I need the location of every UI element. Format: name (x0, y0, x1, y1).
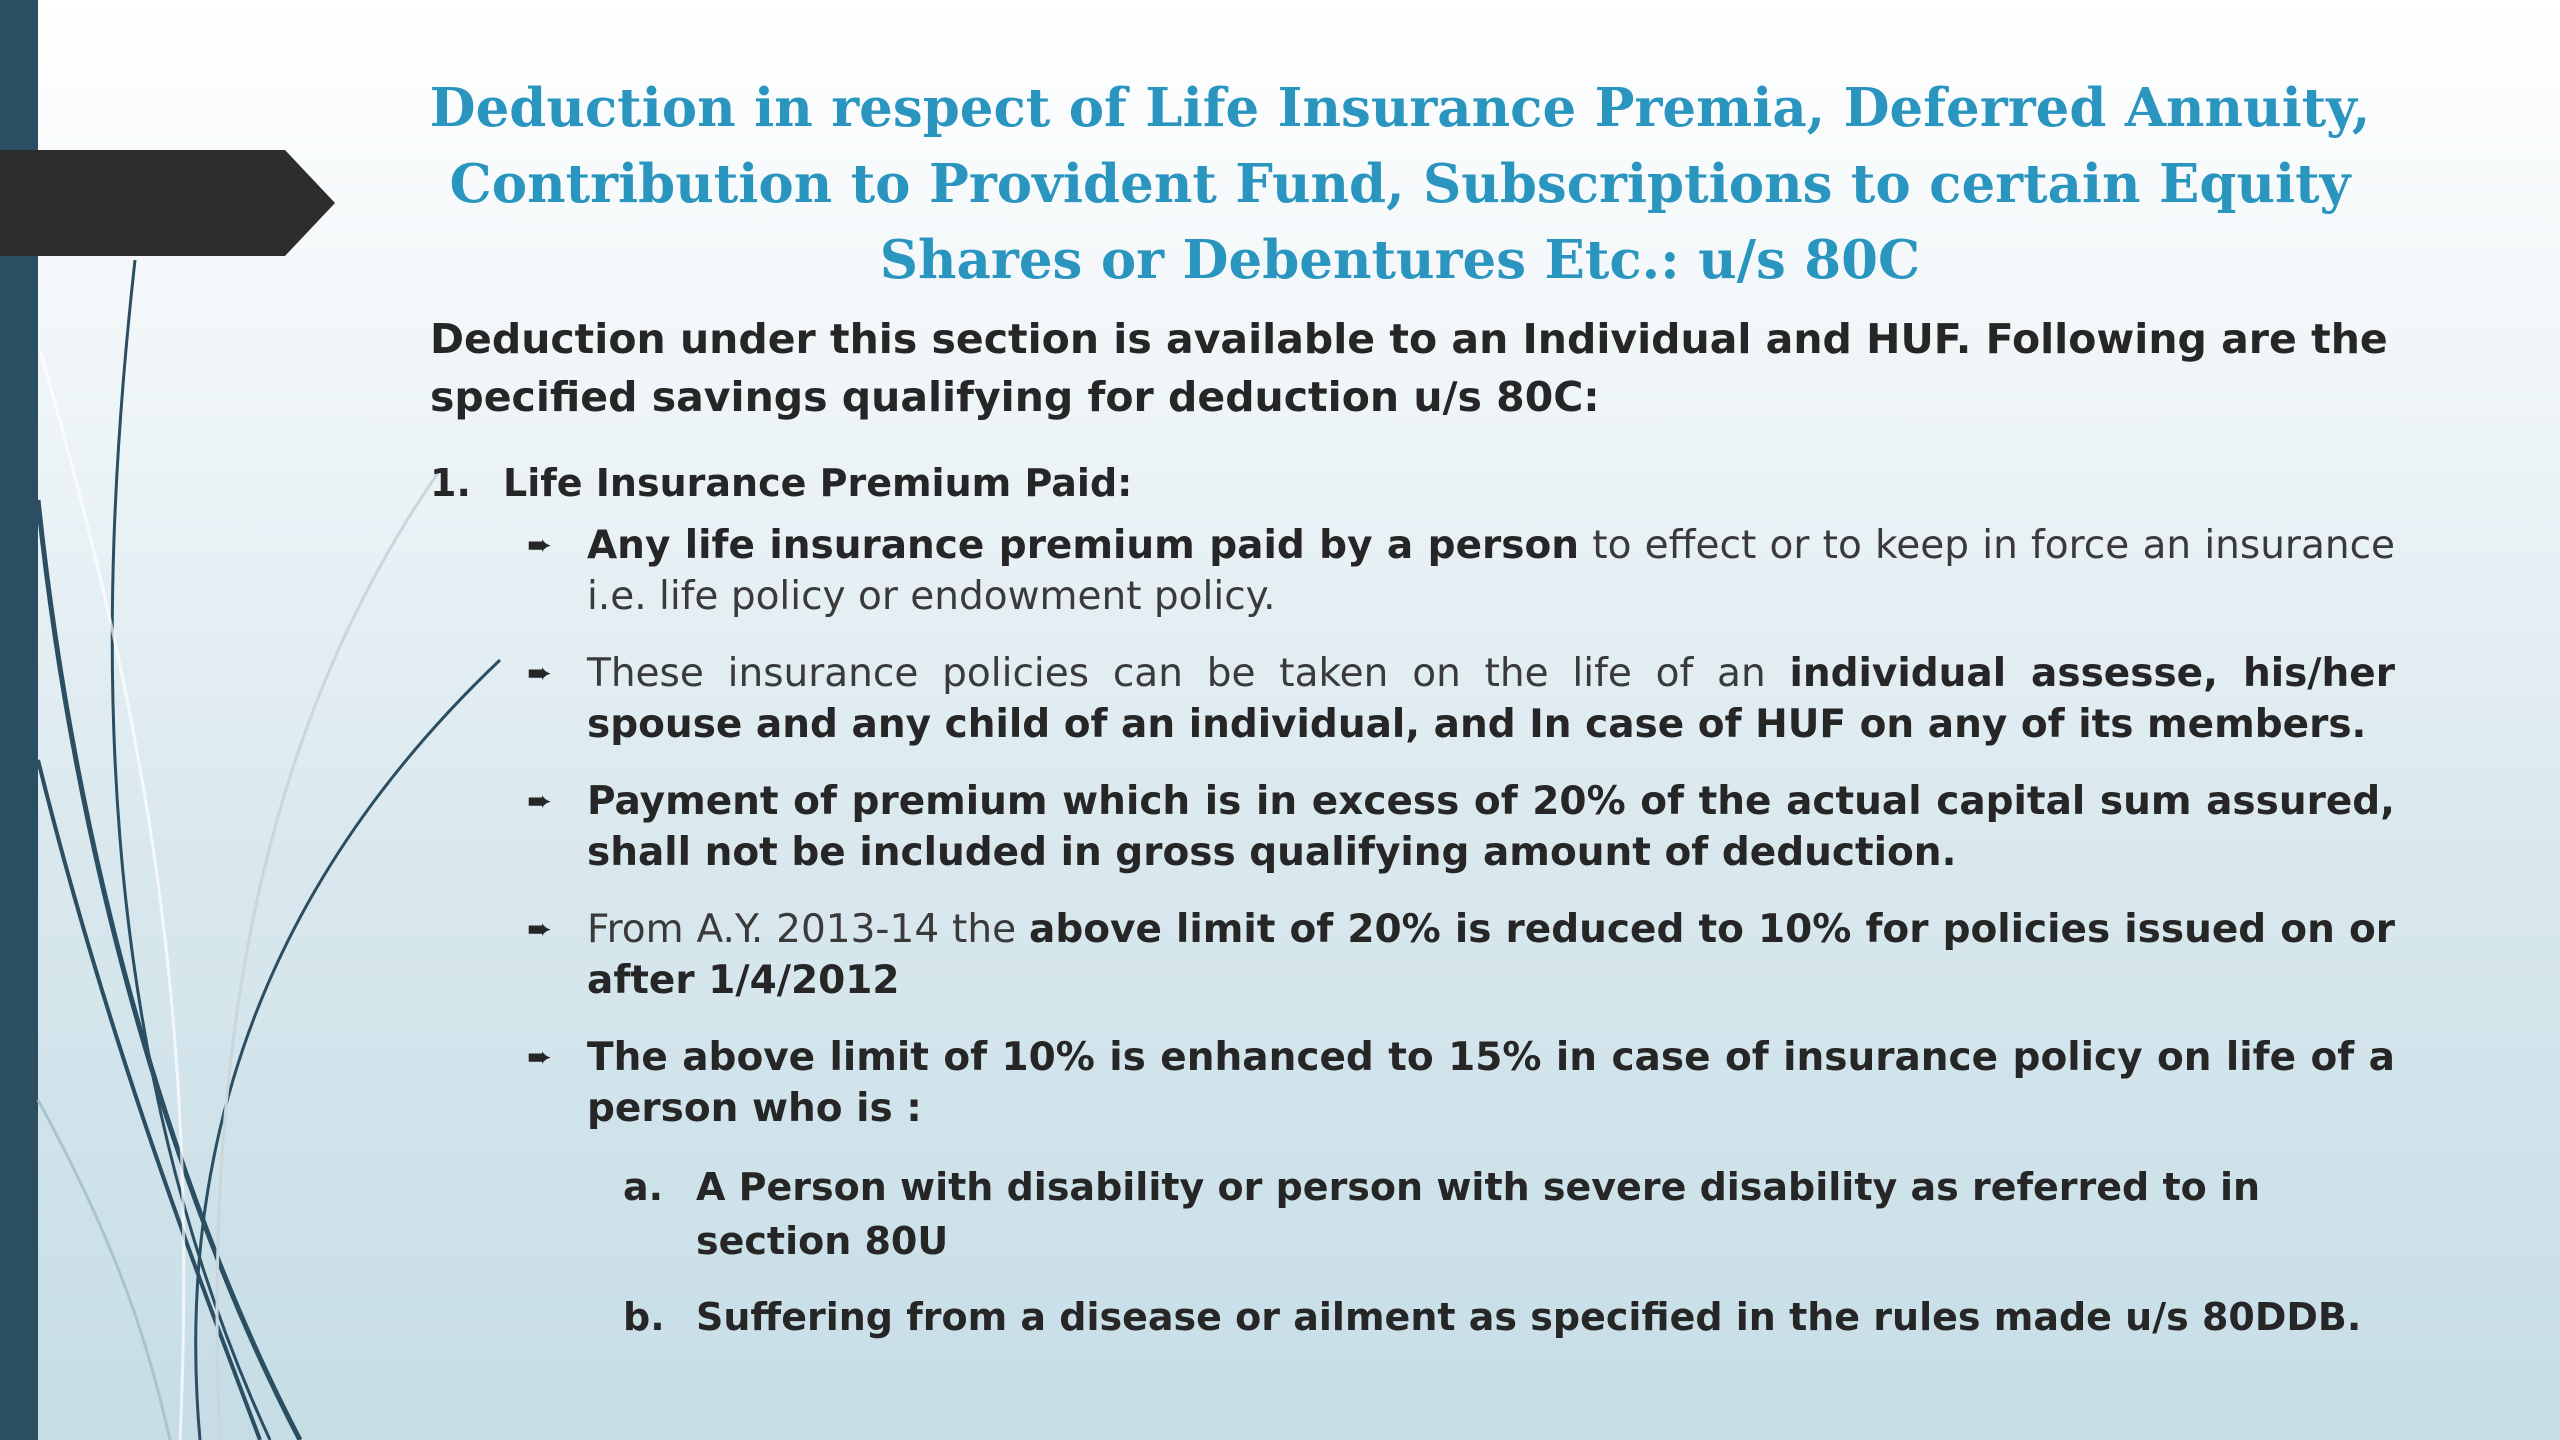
intro-paragraph: Deduction under this section is available to an Individual and HUF. Following are the specified savings qualifying for deduction u/s 80C: (430, 315, 2388, 421)
bullet-bold-text: The above limit of 10% is enhanced to 15% in case of insurance policy on life of a person who is : (587, 1035, 2395, 1131)
bullet-text: These insurance policies can be taken on the life of an (587, 651, 1790, 696)
title-tab-marker (0, 150, 335, 256)
right-arrow-bullet-icon: ➨ (527, 1040, 553, 1075)
sub-item-letter: b. (623, 1295, 665, 1339)
list-item (527, 904, 2396, 1006)
sub-item-text: A Person with disability or person with severe disability as referred to in section 80U (696, 1165, 2261, 1263)
slide-body (430, 310, 2395, 1366)
bullet-text: to effect or to keep in force an insurance i.e. life policy or endowment policy. (587, 523, 2396, 619)
bullet-bold-text: individual assesse, his/her spouse and any child of an individual, and In case of HUF on any of its members. (587, 651, 2395, 747)
right-arrow-bullet-icon: ➨ (527, 528, 553, 563)
bullet-bold-text: Payment of premium which is in excess of 20% of the actual capital sum assured, shall not be included in gross qualifying amount of deduction. (587, 779, 2395, 875)
bullet-bold-text: above limit of 20% is reduced to 10% for policies issued on or after 1/4/2012 (587, 907, 2396, 1003)
list-item (527, 1032, 2395, 1134)
slide-title: Deduction in respect of Life Insurance Premia, Deferred Annuity, Contribution to Provident Fund, Subscriptions to certain Equity Shares or Debentures Etc.: u/s 80C (429, 77, 2371, 291)
right-arrow-bullet-icon: ➨ (527, 656, 553, 691)
sub-list (430, 1160, 2395, 1344)
right-arrow-bullet-icon: ➨ (527, 912, 553, 947)
bullet-text: From A.Y. 2013-14 the (587, 907, 1029, 952)
sub-item-text: Suffering from a disease or ailment as specified in the rules made u/s 80DDB. (696, 1295, 2362, 1339)
list-item (527, 776, 2395, 878)
sub-list-item (623, 1160, 2396, 1268)
section-number: 1. (430, 461, 471, 505)
list-item (527, 520, 2396, 622)
right-arrow-bullet-icon: ➨ (527, 784, 553, 819)
bullet-list (430, 520, 2395, 1134)
list-item (527, 648, 2395, 750)
section-heading (430, 456, 2395, 510)
section-heading-text: Life Insurance Premium Paid: (503, 461, 1133, 505)
bullet-bold-text: Any life insurance premium paid by a person (587, 523, 1580, 568)
sub-item-letter: a. (623, 1165, 664, 1209)
sub-list-item (623, 1290, 2396, 1344)
